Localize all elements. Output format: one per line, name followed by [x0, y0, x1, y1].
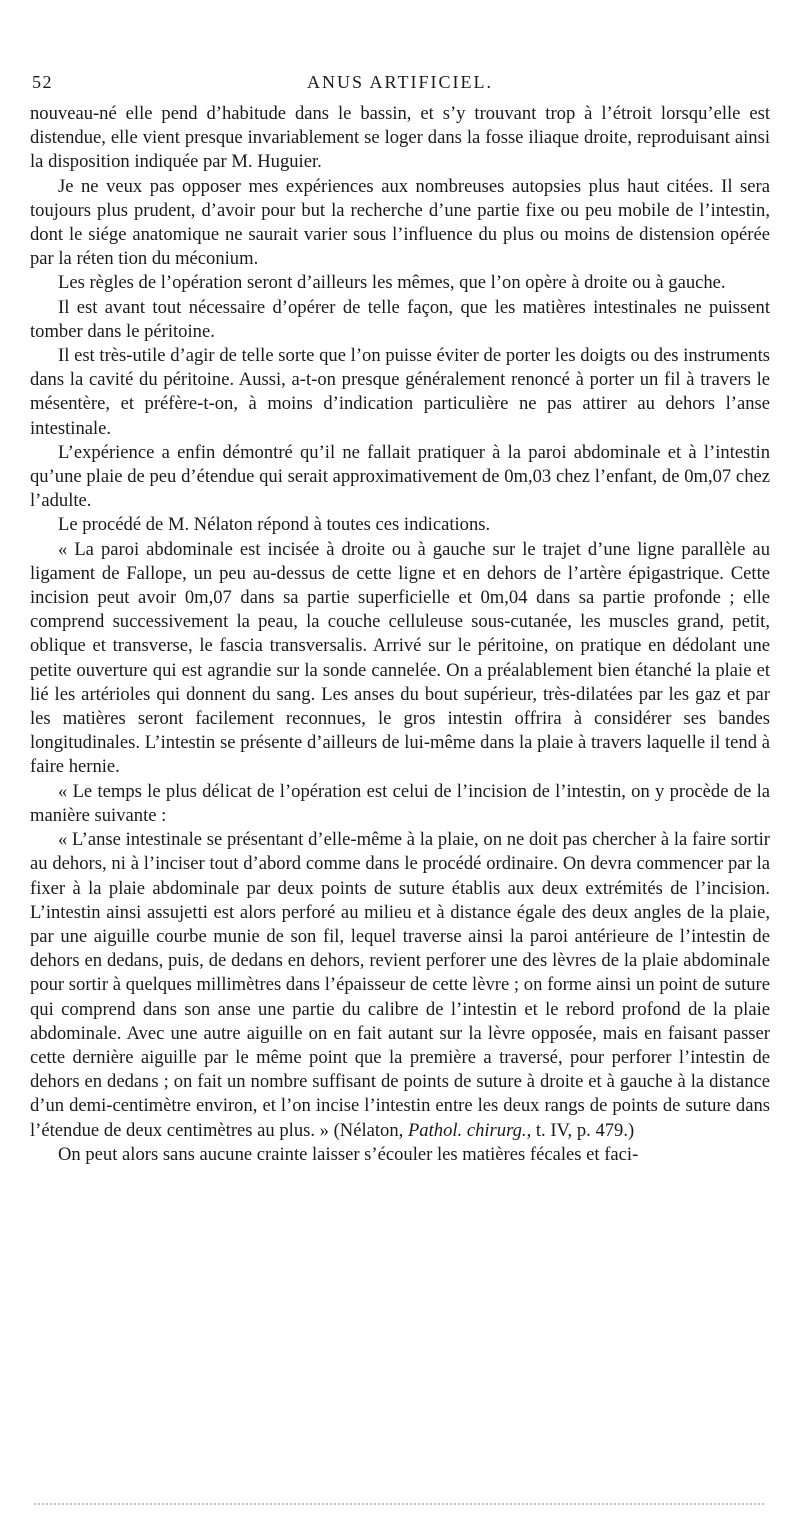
paragraph-paroi: « La paroi abdominale est incisée à droite ou à gauche sur le trajet d’une ligne parallèle au ligament de Fallope, un peu au-dessus de cette ligne et en dehors de l’artère épigastrique. Cette incision peut avoir 0m,07 dans sa partie superficielle et 0m,04 dans sa partie profonde ; elle comprend successivement la peau, la couche celluleuse sous-cutanée, les muscles grand, petit, oblique et transverse, le fascia transversalis. Arrivé sur le péritoine, on pratique en dédolant une petite ouverture qui est agrandie sur la sonde cannelée. On a préalablement bien étanché la plaie et lié les artérioles qui donnent du sang. Les anses du bout supérieur, très-dilatées par les gaz et par les matières seront facilement reconnues, le gros intestin offrira à considérer ses bandes longitudinales. L’intestin se présente d’ailleurs de lui-même dans la plaie à travers laquelle il tend à faire hernie. — [30, 538, 770, 778]
paragraph-experience: L’expérience a enfin démontré qu’il ne fallait pratiquer à la paroi abdominale et à l’intestin qu’une plaie de peu d’étendue qui serait approximativement de 0m,03 chez l’enfant, de 0m,07 chez l’adulte. — [30, 441, 770, 512]
citation-tail: , t. IV, p. 479.) — [526, 1119, 635, 1141]
body-text — [30, 102, 770, 1167]
running-head — [30, 62, 770, 102]
paragraph-tres-utile: Il est très-utile d’agir de telle sorte que l’on puisse éviter de porter les doigts ou des instruments dans la cavité du péritoine. Aussi, a-t-on presque généralement renoncé à porter un fil à travers le mésentère, et préfère-t-on, à moins d’indication particulière ne pas attirer au dehors l’anse intestinale. — [30, 345, 770, 439]
paragraph-continuation: nouveau-né elle pend d’habitude dans le bassin, et s’y trouvant trop à l’étroit lorsqu’elle est distendue, elle vient presque invariablement se loger dans la fosse iliaque droite, reproduisant ainsi la disposition indiquée par M. Huguier. — [30, 103, 770, 173]
paragraph-anse-intestinale — [30, 828, 770, 1143]
book-page — [30, 62, 770, 1167]
citation-source: Pathol. chirurg. — [407, 1119, 527, 1141]
paragraph-experiences: Je ne veux pas opposer mes expériences aux nombreuses autopsies plus haut citées. Il sera toujours plus prudent, d’avoir pour but la recherche d’une partie fixe ou peu mobile de l’intestin, dont le siége anatomique ne saurait varier sous l’influence du plus ou moins de distension opérée par la réten tion du méconium. — [30, 175, 770, 270]
paragraph-temps-delicat: « Le temps le plus délicat de l’opération est celui de l’incision de l’intestin, on y procède de la manière suivante : — [30, 780, 770, 826]
paragraph-final: On peut alors sans aucune crainte laisser s’écouler les matières fécales et faci- — [58, 1143, 639, 1165]
paragraph-regles: Les règles de l’opération seront d’ailleurs les mêmes, que l’on opère à droite ou à gauche. — [58, 272, 726, 294]
paragraph-procede: Le procédé de M. Nélaton répond à toutes ces indications. — [58, 514, 491, 536]
bottom-margin-rule — [34, 1503, 764, 1505]
quote-text: « L’anse intestinale se présentant d’elle-même à la plaie, on ne doit pas chercher à la faire sortir au dehors, ni à l’inciser tout d’abord comme dans le procédé ordinaire. On devra commencer par la fixer à la plaie abdominale par deux points de suture établis aux deux extrémités de l’incision. L’intestin ainsi assujetti est alors perforé au milieu et à distance égale des deux angles de la plaie, par une aiguille courbe munie de son fil, lequel traverse ainsi la paroi antérieure de l’intestin de dehors en dedans, puis, de dedans en dehors, revient perforer une des lèvres de la plaie abdominale pour sortir à quelques millimètres dans l’épaisseur de cette lèvre ; on forme ainsi un point de suture qui comprend dans son anse une partie du calibre de l’intestin et le rebord profond de la plaie abdominale. Avec une autre aiguille on en fait autant sur la lèvre opposée, mais en faisant passer cette dernière aiguille par le même point que la première a traversé, pour perforer l’intestin de dehors en dedans ; on fait un nombre suffisant de points de suture à droite et à gauche à la distance d’un demi-centimètre environ, et l’on incise l’intestin entre les deux rangs de points de suture dans l’étendue de deux centimètres au plus. » (Nélaton, — [30, 829, 770, 1141]
paragraph-necessaire: Il est avant tout nécessaire d’opérer de telle façon, que les matières intestinales ne puissent tomber dans le péritoine. — [30, 296, 770, 342]
running-title: ANUS ARTIFICIEL. — [307, 72, 493, 92]
page-number: 52 — [32, 72, 53, 92]
